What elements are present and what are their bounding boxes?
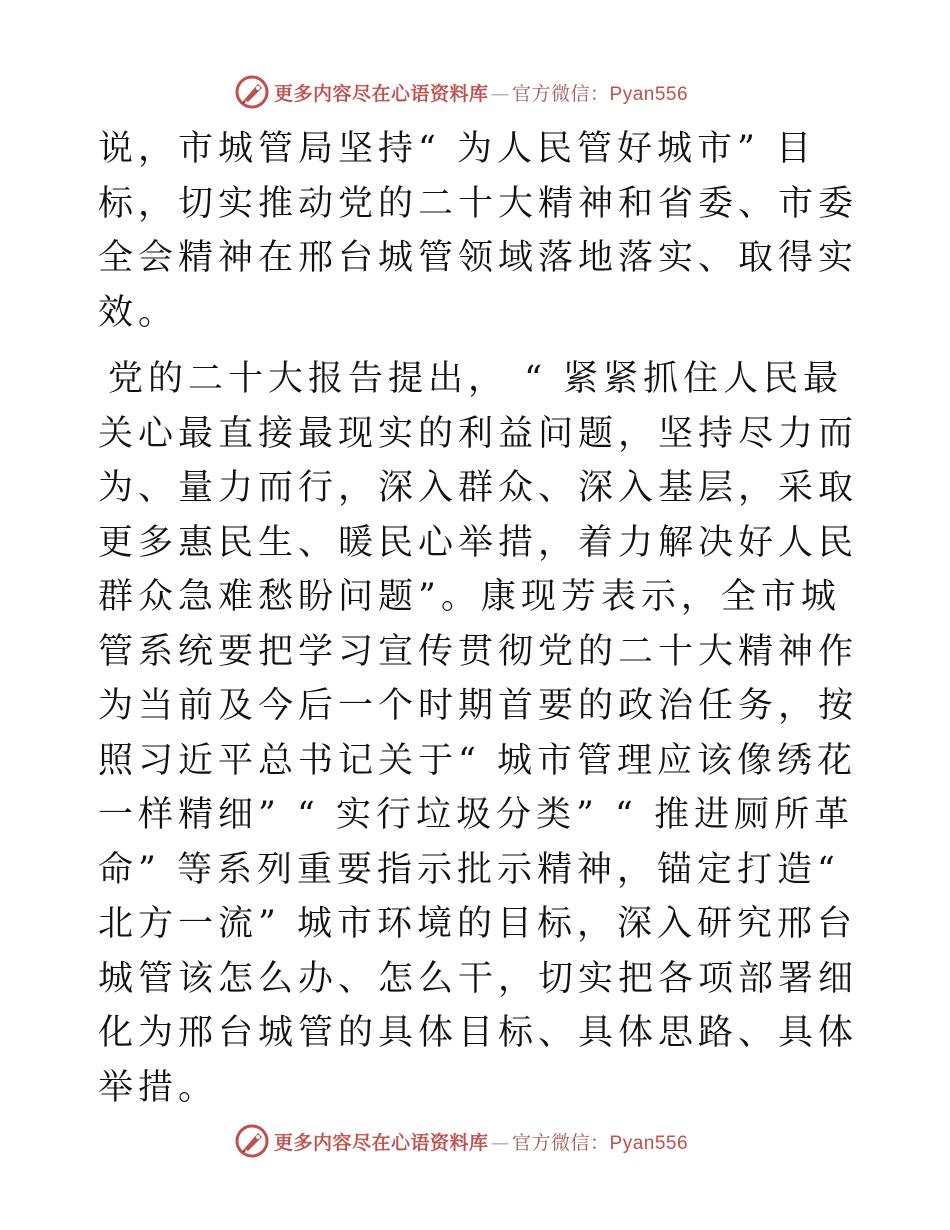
banner-text: [274, 1128, 688, 1155]
banner-wechat-label: 官方微信：: [512, 82, 610, 105]
banner-wechat-label: 官方微信：: [512, 1131, 610, 1154]
banner-wechat-id: Pyan556: [609, 1132, 689, 1154]
banner-wechat-id: Pyan556: [609, 83, 689, 105]
banner-title: 更多内容尽在心语资料库: [274, 1131, 489, 1154]
banner-dash: —: [490, 82, 511, 105]
footer-watermark-banner: [234, 1121, 688, 1161]
banner-text: [274, 79, 688, 106]
document-body: [98, 122, 858, 1115]
banner-title: 更多内容尽在心语资料库: [274, 82, 489, 105]
paragraph-2: 党的二十大报告提出， “ 紧紧抓住人民最关心最直接最现实的利益问题，坚持尽力而为、量力而行，深入群众、深入基层，采取更多惠民生、暖民心举措，着力解决好人民群众急难愁盼问题”。康现芳表示，全市城管系统要把学习宣传贯彻党的二十大精神作为当前及今后一个时期首要的政治任务，按照习近平总书记关于“ 城市管理应该像绣花一样精细” “ 实行垃圾分类” “ 推进厕所革命” 等系列重要指示批示精神，锚定打造“ 北方一流” 城市环境的目标，深入研究邢台城管该怎么办、怎么干，切实把各项部署细化为邢台城管的具体目标、具体思路、具体举措。: [98, 359, 859, 1108]
header-watermark-banner: [234, 72, 688, 112]
paragraph-1: 说，市城管局坚持“ 为人民管好城市” 目标，切实推动党的二十大精神和省委、市委全会精神在邢台城管领域落地落实、取得实效。: [98, 129, 859, 333]
pen-nib-logo-icon: [234, 74, 270, 110]
pen-nib-logo-icon: [234, 1123, 270, 1159]
banner-dash: —: [490, 1131, 511, 1154]
